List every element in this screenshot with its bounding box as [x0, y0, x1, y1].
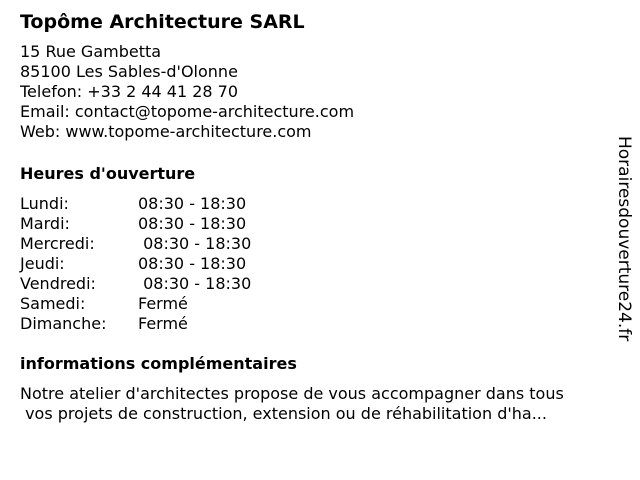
day-label: Lundi: — [20, 194, 69, 213]
opening-hours-table — [20, 194, 251, 334]
business-card — [20, 10, 610, 423]
day-label: Mercredi: — [20, 234, 95, 253]
hours-row-thursday — [20, 254, 251, 274]
time-value: 08:30 - 18:30 — [138, 234, 252, 253]
info-description — [20, 384, 620, 424]
hours-heading: Heures d'ouverture — [20, 164, 196, 183]
day-label: Samedi: — [20, 294, 86, 313]
day-label: Mardi: — [20, 214, 70, 233]
time-value: 08:30 - 18:30 — [138, 274, 252, 293]
time-value: Fermé — [138, 294, 188, 313]
hours-row-monday — [20, 194, 251, 214]
business-name: Topôme Architecture SARL — [20, 11, 305, 33]
email-address[interactable]: Email: contact@topome-architecture.com — [20, 102, 355, 121]
phone-number[interactable]: Telefon: +33 2 44 41 28 70 — [20, 82, 239, 101]
hours-row-saturday — [20, 294, 251, 314]
time-value: Fermé — [138, 314, 188, 333]
hours-row-sunday — [20, 314, 251, 334]
day-label: Dimanche: — [20, 314, 107, 333]
hours-row-friday — [20, 274, 251, 294]
info-line: Notre atelier d'architectes propose de vous accompagner dans tous — [20, 384, 564, 403]
time-value: 08:30 - 18:30 — [138, 214, 247, 233]
hours-row-tuesday — [20, 214, 251, 234]
info-heading: informations complémentaires — [20, 354, 297, 373]
hours-row-wednesday — [20, 234, 251, 254]
contact-block — [20, 42, 610, 142]
address-street: 15 Rue Gambetta — [20, 42, 162, 61]
day-label: Vendredi: — [20, 274, 96, 293]
day-label: Jeudi: — [20, 254, 65, 273]
info-line: vos projets de construction, extension ou de réhabilitation d'ha... — [20, 404, 547, 423]
time-value: 08:30 - 18:30 — [138, 194, 247, 213]
time-value: 08:30 - 18:30 — [138, 254, 247, 273]
address-city: 85100 Les Sables-d'Olonne — [20, 62, 238, 81]
website-link[interactable]: Web: www.topome-architecture.com — [20, 122, 312, 141]
site-brand-vertical[interactable]: Horairesdouverture24.fr — [614, 136, 634, 342]
